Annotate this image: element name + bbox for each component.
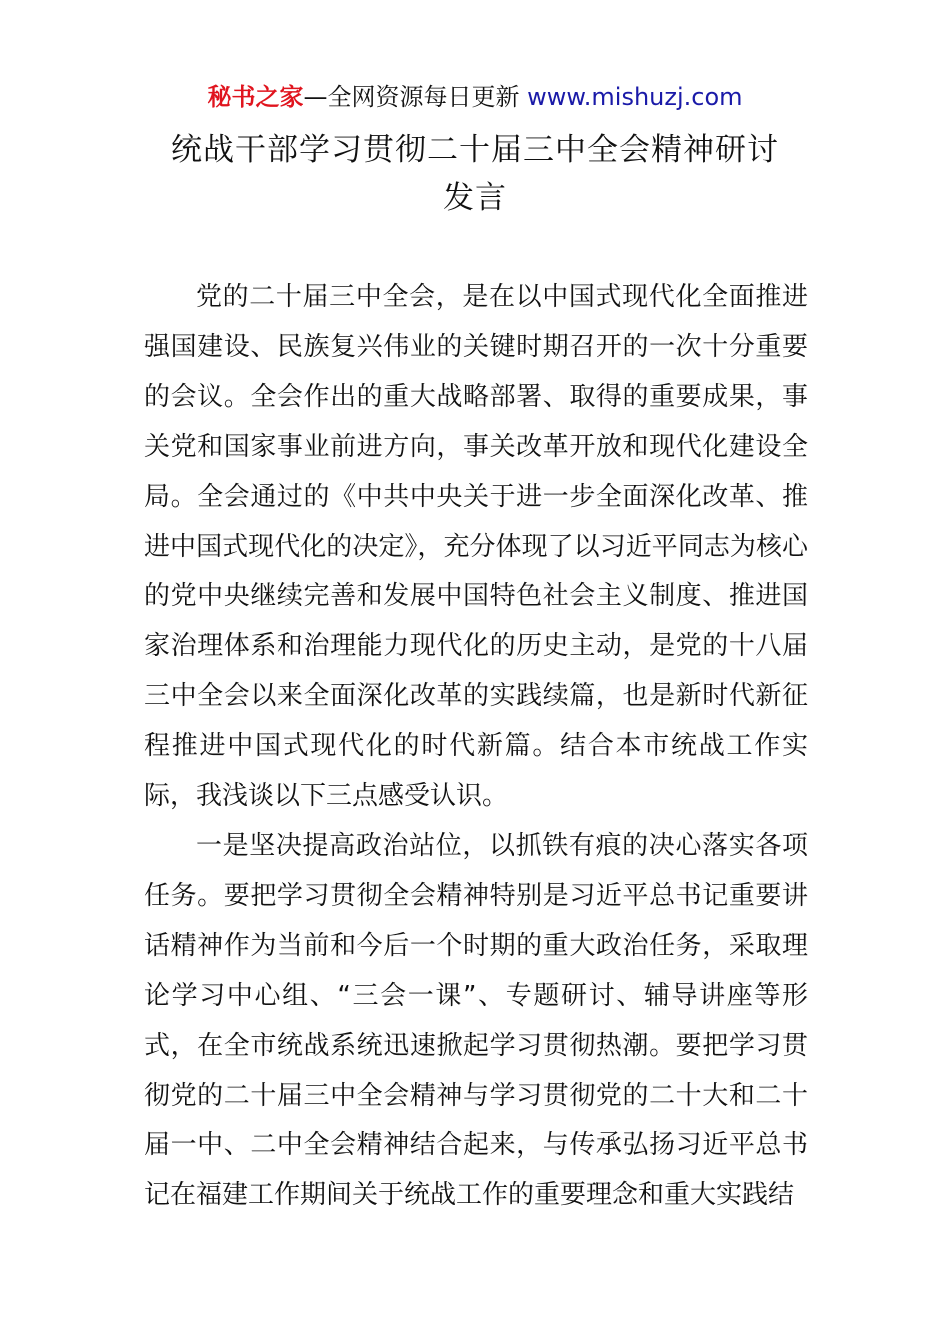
site-banner — [0, 80, 950, 114]
brand-name: 秘书之家 — [207, 83, 304, 111]
document-title — [0, 126, 950, 222]
title-line-1: 统战干部学习贯彻二十届三中全会精神研讨 — [171, 132, 779, 168]
site-url-link[interactable]: www.mishuzj.com — [527, 83, 743, 111]
paragraph-intro: 党的二十届三中全会，是在以中国式现代化全面推进强国建设、民族复兴伟业的关键时期召开的一次十分重要的会议。全会作出的重大战略部署、取得的重要成果，事关党和国家事业前进方向，事关改革开放和现代化建设全局。全会通过的《中共中央关于进一步全面深化改革、推进中国式现代化的决定》，充分体现了以习近平同志为核心的党中央继续完善和发展中国特色社会主义制度、推进国家治理体系和治理能力现代化的历史主动，是党的十八届三中全会以来全面深化改革的实践续篇，也是新时代新征程推进中国式现代化的时代新篇。结合本市统战工作实际，我浅谈以下三点感受认识。 — [144, 282, 808, 812]
document-body — [144, 273, 808, 1221]
title-line-2: 发言 — [443, 180, 507, 216]
banner-tagline: —全网资源每日更新 — [303, 83, 520, 111]
paragraph-point-one: 一是坚决提高政治站位，以抓铁有痕的决心落实各项任务。要把学习贯彻全会精神特别是习近平总书记重要讲话精神作为当前和今后一个时期的重大政治任务，采取理论学习中心组、“三会一课”、专题研讨、辅导讲座等形式，在全市统战系统迅速掀起学习贯彻热潮。要把学习贯彻党的二十届三中全会精神与学习贯彻党的二十大和二十届一中、二中全会精神结合起来，与传承弘扬习近平总书记在福建工作期间关于统战工作的重要理念和重大实践结 — [144, 830, 808, 1211]
